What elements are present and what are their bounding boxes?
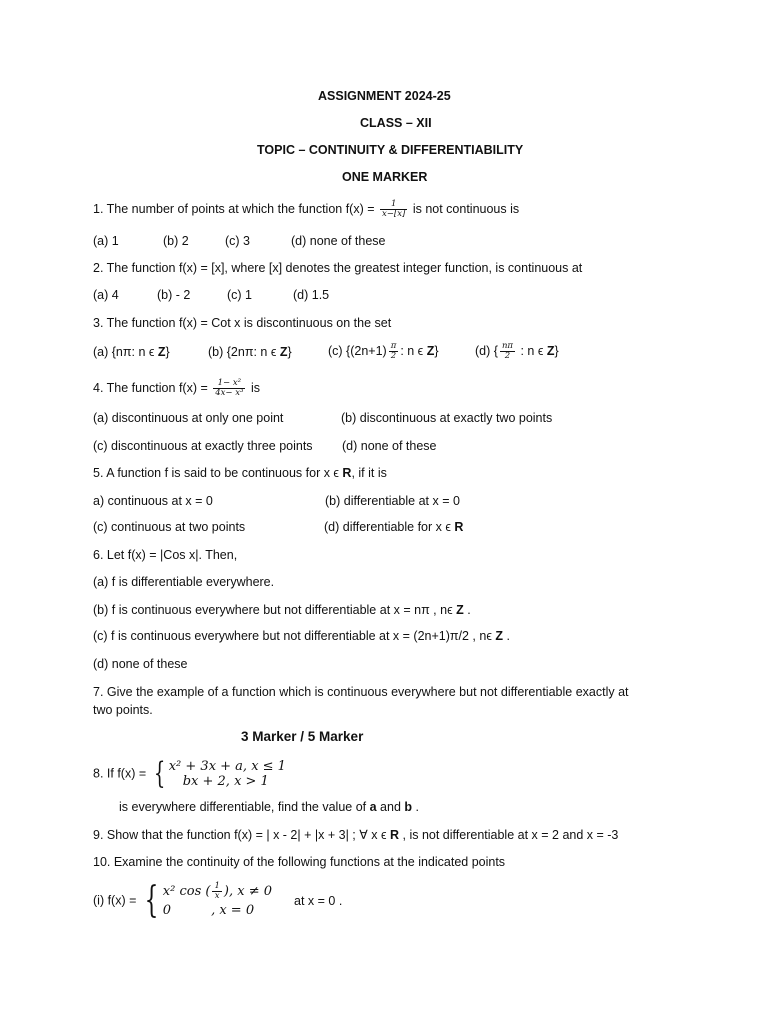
fraction-denominator: x−[x] xyxy=(382,209,406,220)
conjunction: and xyxy=(376,800,405,814)
question-9-text-end: , is not differentiable at x = 2 and x = -3 xyxy=(399,828,619,842)
q1-option-c: (c) 3 xyxy=(225,234,250,248)
q6-option-c-text: (c) f is continuous everywhere but not differentiable at x = (2n+1)π/2 , nϵ xyxy=(93,629,496,643)
q6-option-b-text: (b) f is continuous everywhere but not differentiable at x = nπ , nϵ xyxy=(93,603,457,617)
question-7-line-1: 7. Give the example of a function which is continuous everywhere but not differentiable exactly at xyxy=(93,685,629,699)
q1-option-a: (a) 1 xyxy=(93,234,119,248)
question-2: 2. The function f(x) = [x], where [x] denotes the greatest integer function, is continuous at xyxy=(93,261,583,275)
q3-option-a xyxy=(93,344,170,360)
integer-set-symbol: Z xyxy=(495,629,503,643)
question-4-text-end: is xyxy=(247,381,260,395)
piecewise-cases xyxy=(163,882,272,920)
pi-over-2-fraction xyxy=(389,342,399,361)
variable-b: b xyxy=(404,800,413,814)
case-1-condition: , x ≠ 0 xyxy=(228,883,272,899)
q6-option-b xyxy=(93,602,471,618)
q3-option-d-text: (d) { xyxy=(475,344,498,358)
class-heading: CLASS – XII xyxy=(360,116,432,130)
real-set-symbol: R xyxy=(390,828,400,842)
question-1-fraction xyxy=(380,200,407,219)
q4-option-d: (d) none of these xyxy=(342,439,437,453)
q3-option-a-close: } xyxy=(165,345,170,359)
piecewise-case-2: bx + 2, x > 1 xyxy=(182,773,269,789)
question-1 xyxy=(93,197,519,221)
q3-option-b-text: (b) {2nπ: n ϵ xyxy=(208,345,280,359)
question-6: 6. Let f(x) = |Cos x|. Then, xyxy=(93,548,238,562)
question-9 xyxy=(93,827,618,843)
question-5 xyxy=(93,465,387,481)
assignment-title: ASSIGNMENT 2024-25 xyxy=(318,89,451,103)
q5-option-d xyxy=(324,519,463,535)
question-4 xyxy=(93,375,260,401)
question-3: 3. The function f(x) = Cot x is discontinuous on the set xyxy=(93,316,392,330)
fraction-numerator: π xyxy=(390,341,397,352)
q3-option-d-mid: : n ϵ xyxy=(517,344,547,358)
q6-option-d: (d) none of these xyxy=(93,657,188,671)
real-set-symbol: R xyxy=(342,466,352,480)
question-4-text: 4. The function f(x) = xyxy=(93,381,212,395)
integer-set-symbol: Z xyxy=(426,344,435,358)
q5-option-c: (c) continuous at two points xyxy=(93,520,246,534)
q1-option-d: (d) none of these xyxy=(291,234,386,248)
q3-option-b xyxy=(208,344,292,360)
q5-option-d-text: (d) differentiable for x ϵ xyxy=(324,520,455,534)
piecewise-cases xyxy=(169,759,286,789)
fraction-denominator: 2 xyxy=(390,351,397,362)
q4-option-c: (c) discontinuous at exactly three points xyxy=(93,439,313,453)
npi-over-2-fraction xyxy=(500,342,515,361)
left-brace-icon: { xyxy=(153,755,165,791)
integer-set-symbol: Z xyxy=(279,345,288,359)
question-5-text: 5. A function f is said to be continuous for x ϵ xyxy=(93,466,343,480)
question-10-part-i-label: (i) f(x) = xyxy=(93,893,140,908)
q5-option-a: a) continuous at x = 0 xyxy=(93,494,213,508)
question-10-point: at x = 0 . xyxy=(294,893,343,908)
question-8-line-2 xyxy=(119,799,419,815)
piecewise-case-2 xyxy=(163,902,272,920)
q2-option-a: (a) 4 xyxy=(93,288,119,302)
case-2-value: 0 xyxy=(162,902,172,918)
question-10-part-i xyxy=(93,880,342,921)
question-9-text: 9. Show that the function f(x) = | x - 2| + |x + 3| ; ∀ x ϵ xyxy=(93,828,390,842)
section-three-five-marker: 3 Marker / 5 Marker xyxy=(241,729,364,744)
question-1-text-end: is not continuous is xyxy=(409,202,520,216)
fraction-denominator: 4x− x³ xyxy=(215,388,244,399)
question-10: 10. Examine the continuity of the following functions at the indicated points xyxy=(93,855,506,869)
q6-option-a: (a) f is differentiable everywhere. xyxy=(93,575,275,589)
q4-option-a: (a) discontinuous at only one point xyxy=(93,411,284,425)
question-8-line-2-text: is everywhere differentiable, find the value of xyxy=(119,800,370,814)
q6-option-c-end: . xyxy=(502,629,510,643)
q3-option-c xyxy=(328,338,439,364)
one-over-x-fraction xyxy=(212,882,221,901)
question-8 xyxy=(93,756,286,791)
question-1-text: 1. The number of points at which the function f(x) = xyxy=(93,202,378,216)
integer-set-symbol: Z xyxy=(546,344,555,358)
q3-option-c-close: } xyxy=(434,344,439,358)
question-4-fraction xyxy=(213,379,245,398)
fraction-numerator: 1 xyxy=(214,880,220,891)
section-one-marker: ONE MARKER xyxy=(342,170,428,184)
case-2-condition: , x = 0 xyxy=(211,902,255,918)
topic-heading: TOPIC – CONTINUITY & DIFFERENTIABILITY xyxy=(257,143,524,157)
q2-option-c: (c) 1 xyxy=(227,288,252,302)
q3-option-d xyxy=(475,338,559,364)
q3-option-d-close: } xyxy=(554,344,559,358)
q6-option-c xyxy=(93,628,510,644)
left-brace-icon: { xyxy=(144,879,159,921)
q6-option-b-end: . xyxy=(463,603,471,617)
real-set-symbol: R xyxy=(454,520,464,534)
q1-option-b: (b) 2 xyxy=(163,234,189,248)
integer-set-symbol: Z xyxy=(456,603,464,617)
fraction-numerator: 1 xyxy=(380,200,407,210)
q4-option-b: (b) discontinuous at exactly two points xyxy=(341,411,553,425)
q3-option-a-text: (a) {nπ: n ϵ xyxy=(93,345,158,359)
cos-term: x² cos xyxy=(162,883,202,899)
q2-option-d: (d) 1.5 xyxy=(293,288,330,302)
piecewise-case-1: x² cos ( $\frac{1}{x}$ ), x ≠ 0 xyxy=(162,880,272,901)
q3-option-b-close: } xyxy=(287,345,292,359)
question-8-end: . xyxy=(412,800,419,814)
q2-option-b: (b) - 2 xyxy=(157,288,191,302)
question-8-text: 8. If f(x) = xyxy=(93,766,150,781)
question-5-text-end: , if it is xyxy=(351,466,387,480)
variable-a: a xyxy=(369,800,377,814)
integer-set-symbol: Z xyxy=(157,345,166,359)
fraction-numerator: 1− x² xyxy=(213,379,245,389)
piecewise-case-1: x² + 3x + a, x ≤ 1 xyxy=(168,758,286,774)
q3-option-c-mid: : n ϵ xyxy=(400,344,427,358)
fraction-denominator: x xyxy=(214,890,220,901)
q5-option-b: (b) differentiable at x = 0 xyxy=(325,494,460,508)
fraction-numerator: nπ xyxy=(501,341,513,352)
question-7-line-2: two points. xyxy=(93,703,153,717)
q3-option-c-text: (c) {(2n+1) xyxy=(328,344,387,358)
fraction-denominator: 2 xyxy=(504,351,511,362)
